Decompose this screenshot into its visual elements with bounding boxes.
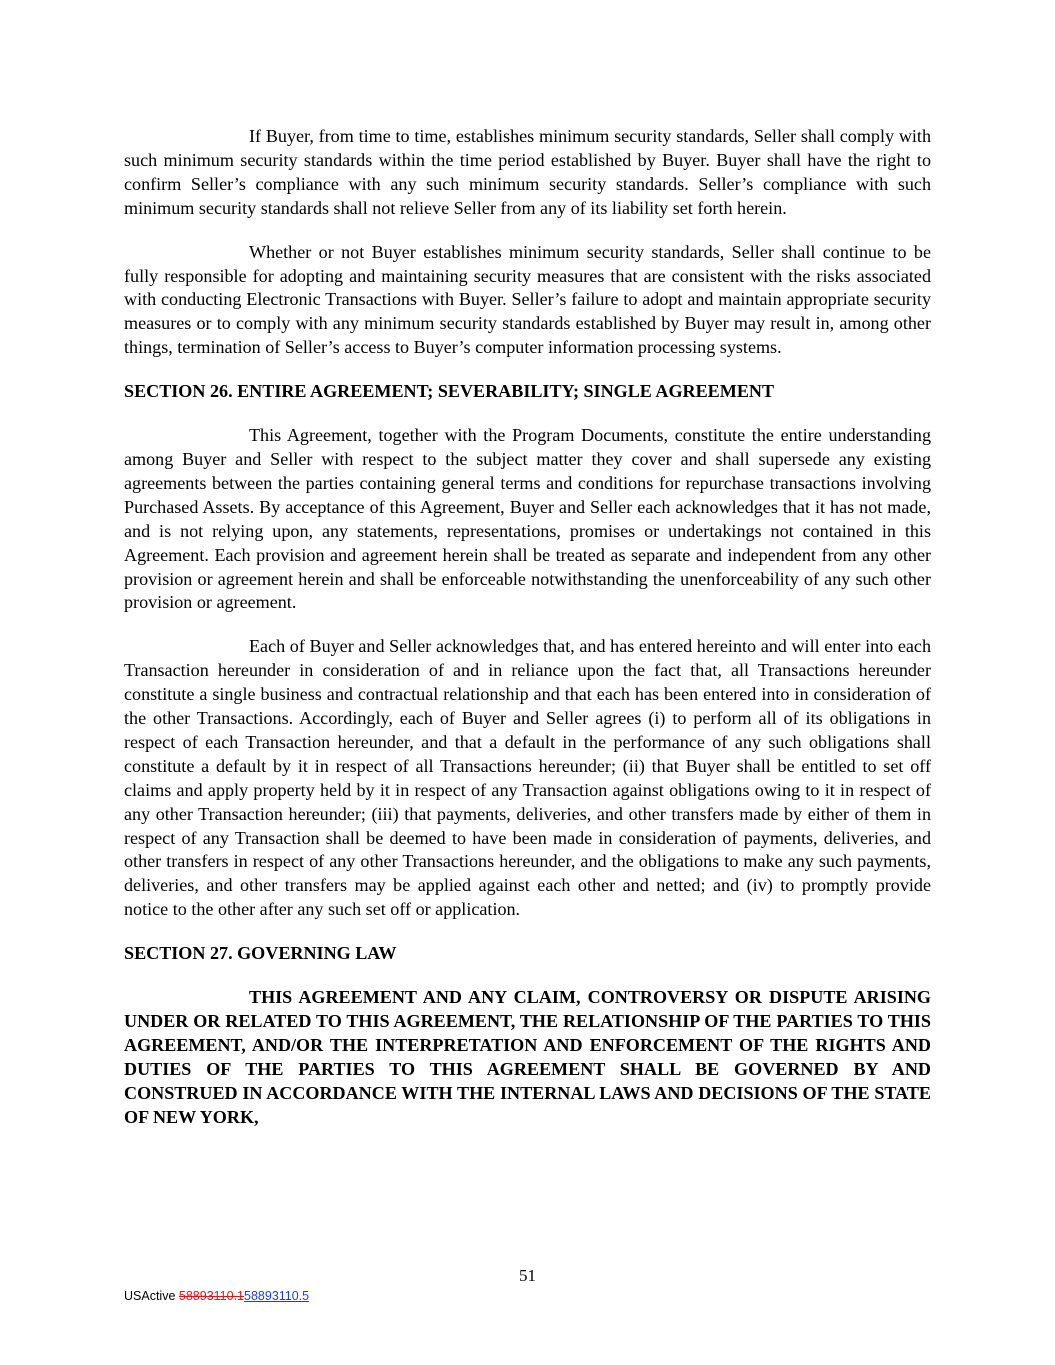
section-26-heading: SECTION 26. ENTIRE AGREEMENT; SEVERABILITY; SINGLE AGREEMENT — [124, 381, 775, 402]
document-footer — [124, 1288, 309, 1304]
paragraph-governing-law: THIS AGREEMENT AND ANY CLAIM, CONTROVERSY OR DISPUTE ARISING UNDER OR RELATED TO THIS AGREEMENT, THE RELATIONSHIP OF THE PARTIES TO THIS AGREEMENT, AND/OR THE INTERPRETATION AND ENFORCEMENT OF THE RIGHTS AND DUTIES OF THE PARTIES TO THIS AGREEMENT SHALL BE GOVERNED BY AND CONSTRUED IN ACCORDANCE WITH THE INTERNAL LAWS AND DECISIONS OF THE STATE OF NEW YORK, — [124, 987, 931, 1127]
paragraph-single-agreement: Each of Buyer and Seller acknowledges that, and has entered hereinto and will enter into each Transaction hereunder in consideration of and in reliance upon the fact that, all Transactions hereunder constitute a single business and contractual relationship and that each has been entered into in consideration of the other Transactions. Accordingly, each of Buyer and Seller agrees (i) to perform all of its obligations in respect of each Transaction hereunder, and that a default in the performance of any such obligations shall constitute a default by it in respect of all Transactions hereunder; (ii) that Buyer shall be entitled to set off claims and apply property held by it in respect of any Transaction against obligations owing to it in respect of any other Transaction hereunder; (iii) that payments, deliveries, and other transfers made by either of them in respect of any Transaction shall be deemed to have been made in consideration of payments, deliveries, and other transfers in respect of any other Transactions hereunder, and the obligations to make any such payments, deliveries, and other transfers may be applied against each other and netted; and (iv) to promptly provide notice to the other after any such set off or application. — [124, 636, 931, 920]
footer-inserted-doc-id: 58893110.5 — [244, 1289, 310, 1303]
section-27-heading: SECTION 27. GOVERNING LAW — [124, 943, 397, 964]
paragraph-security-standards: If Buyer, from time to time, establishes minimum security standards, Seller shall comply with such minimum security standards within the time period established by Buyer. Buyer shall have the right to confirm Seller’s compliance with any such minimum security standards. Seller’s compliance with such minimum security standards shall not relieve Seller from any of its liability set forth herein. — [124, 126, 931, 218]
page-body — [124, 125, 931, 1130]
footer-prefix: USActive — [124, 1289, 179, 1303]
paragraph-entire-agreement: This Agreement, together with the Program Documents, constitute the entire understanding among Buyer and Seller with respect to the subject matter they cover and shall supersede any existing agreements between the parties containing general terms and conditions for repurchase transactions involving Purchased Assets. By acceptance of this Agreement, Buyer and Seller each acknowledges that it has not made, and is not relying upon, any statements, representations, promises or undertakings not contained in this Agreement. Each provision and agreement herein shall be treated as separate and independent from any other provision or agreement herein and shall be enforceable notwithstanding the unenforceability of any such other provision or agreement. — [124, 425, 931, 613]
page-number: 51 — [519, 1266, 536, 1285]
footer-deleted-doc-id: 58893110.1 — [178, 1289, 245, 1303]
paragraph-security-measures: Whether or not Buyer establishes minimum security standards, Seller shall continue to be fully responsible for adopting and maintaining security measures that are consistent with the risks associated with conducting Electronic Transactions with Buyer. Seller’s failure to adopt and maintain appropriate security measures or to comply with any minimum security standards established by Buyer may result in, among other things, termination of Seller’s access to Buyer’s computer information processing systems. — [124, 241, 931, 358]
